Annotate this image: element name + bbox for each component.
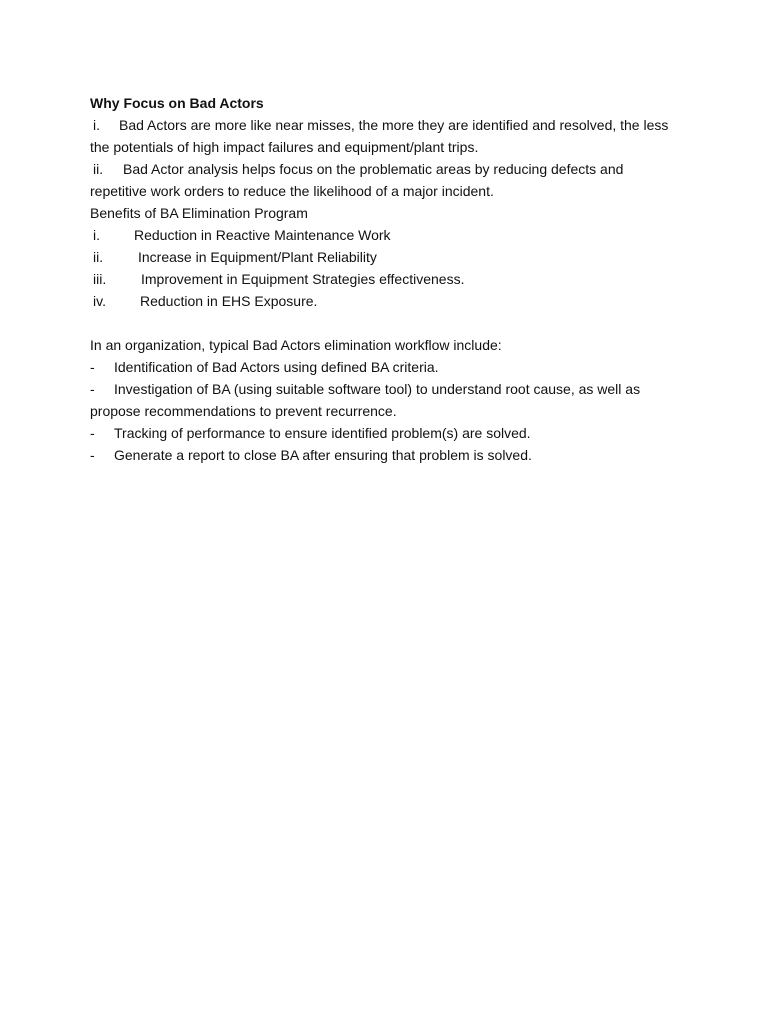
bullet-dash: - bbox=[90, 381, 95, 397]
document-page bbox=[90, 92, 680, 466]
list-number: iv. bbox=[93, 293, 106, 309]
list-item-text: Generate a report to close BA after ensuring that problem is solved. bbox=[114, 447, 532, 463]
section-heading-benefits: Benefits of BA Elimination Program bbox=[90, 205, 308, 221]
reason-item-2 bbox=[90, 158, 680, 202]
benefit-item-2 bbox=[90, 246, 680, 268]
list-item-text: Bad Actor analysis helps focus on the problematic areas by reducing defects and repetitive work orders to reduce the likelihood of a major incident. bbox=[90, 161, 624, 199]
workflow-item-3 bbox=[90, 422, 680, 444]
list-number: i. bbox=[93, 117, 100, 133]
list-item-text: Increase in Equipment/Plant Reliability bbox=[138, 249, 377, 265]
list-number: ii. bbox=[93, 249, 104, 265]
list-item-text: Reduction in Reactive Maintenance Work bbox=[134, 227, 391, 243]
workflow-intro: In an organization, typical Bad Actors elimination workflow include: bbox=[90, 337, 502, 353]
section-heading-why-focus: Why Focus on Bad Actors bbox=[90, 95, 264, 111]
list-item-text: Reduction in EHS Exposure. bbox=[140, 293, 318, 309]
workflow-item-1 bbox=[90, 356, 680, 378]
list-item-text: Investigation of BA (using suitable software tool) to understand root cause, as well as propose recommendations to prevent recurrence. bbox=[90, 381, 641, 419]
benefit-item-4 bbox=[90, 290, 680, 312]
reason-item-1 bbox=[90, 114, 680, 158]
list-number: i. bbox=[93, 227, 100, 243]
list-item-text: Identification of Bad Actors using defined BA criteria. bbox=[114, 359, 439, 375]
benefit-item-1 bbox=[90, 224, 680, 246]
list-item-text: Tracking of performance to ensure identified problem(s) are solved. bbox=[114, 425, 531, 441]
workflow-item-4 bbox=[90, 444, 680, 466]
bullet-dash: - bbox=[90, 447, 95, 463]
bullet-dash: - bbox=[90, 359, 95, 375]
benefit-item-3 bbox=[90, 268, 680, 290]
paragraph-spacer bbox=[90, 312, 680, 334]
list-item-text: Bad Actors are more like near misses, the more they are identified and resolved, the less the potentials of high impact failures and equipment/plant trips. bbox=[90, 117, 669, 155]
list-number: iii. bbox=[93, 271, 107, 287]
list-number: ii. bbox=[93, 161, 104, 177]
list-item-text: Improvement in Equipment Strategies effectiveness. bbox=[141, 271, 465, 287]
workflow-item-2 bbox=[90, 378, 680, 422]
bullet-dash: - bbox=[90, 425, 95, 441]
